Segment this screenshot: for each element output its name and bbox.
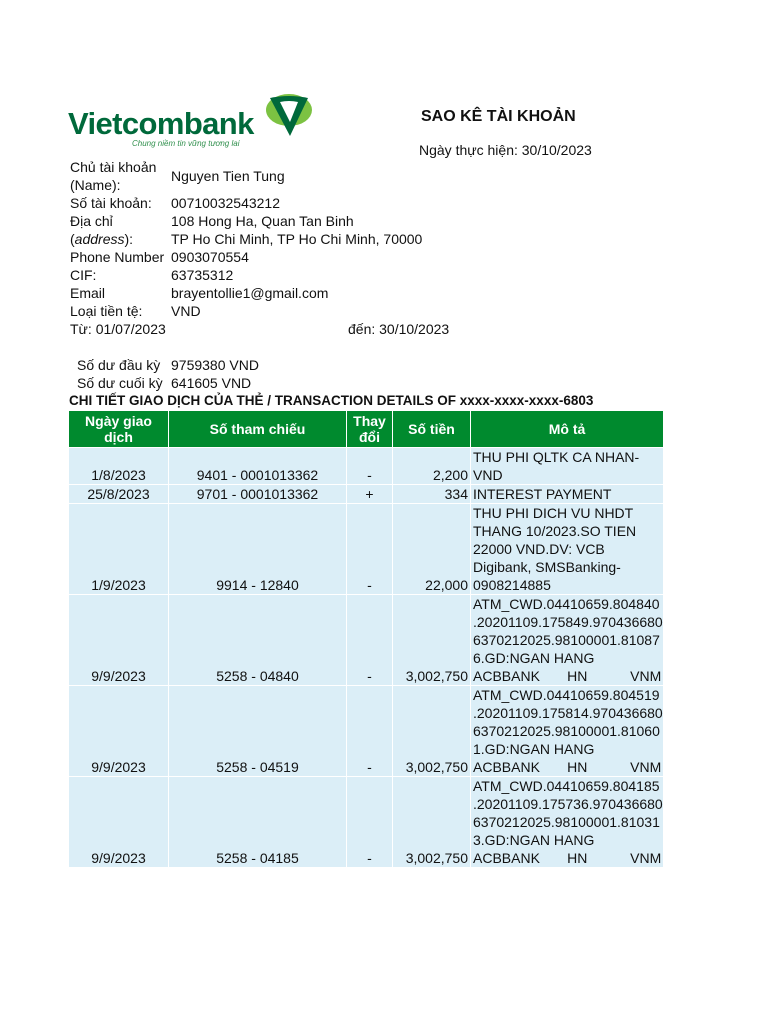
address-value-line1: 108 Hong Ha, Quan Tan Binh (171, 213, 354, 229)
transaction-section-title: CHI TIẾT GIAO DỊCH CỦA THẺ / TRANSACTION DETAILS OF xxxx-xxxx-xxxx-6803 (69, 393, 594, 408)
description-line: 0908214885 (473, 577, 551, 593)
description-line: THANG 10/2023.SO TIEN (473, 523, 637, 539)
column-header-amount: Số tiền (393, 411, 471, 448)
cell-change: + (347, 485, 393, 504)
cell-amount: 334 (393, 485, 471, 504)
description-line: .20201109.175814.970436680 (473, 705, 663, 721)
cell-description (471, 777, 664, 868)
cell-change: - (347, 504, 393, 595)
description-line: ATM_CWD.04410659.804519 (473, 687, 660, 703)
cell-description (471, 686, 664, 777)
column-header-change: Thay đổi (347, 411, 393, 448)
closing-balance-label: Số dư cuối kỳ (77, 375, 163, 391)
account-number-label: Số tài khoản: (70, 195, 152, 211)
cell-date: 25/8/2023 (69, 485, 169, 504)
cell-amount: 3,002,750 (393, 777, 471, 868)
cell-date: 9/9/2023 (69, 595, 169, 686)
holder-label-line1: Chủ tài khoản (70, 159, 157, 175)
bank-tagline: Chung niềm tin vững tương lai (132, 139, 240, 148)
description-line: 22000 VND.DV: VCB (473, 541, 605, 557)
address-label-line1: Địa chỉ (70, 213, 113, 229)
cell-change: - (347, 448, 393, 485)
cell-amount: 22,000 (393, 504, 471, 595)
description-line: THU PHI DICH VU NHDT (473, 505, 634, 521)
cif-label: CIF: (70, 267, 97, 283)
address-label-line2: (address): (70, 231, 134, 247)
description-line: ACBBANK HN VNM (473, 668, 662, 684)
cell-change: - (347, 777, 393, 868)
description-line: Digibank, SMSBanking- (473, 559, 621, 575)
cell-reference: 5258 - 04519 (169, 686, 347, 777)
description-line: 3.GD:NGAN HANG (473, 832, 595, 848)
currency-value: VND (171, 303, 201, 319)
address-value-line2: TP Ho Chi Minh, TP Ho Chi Minh, 70000 (171, 231, 423, 247)
opening-balance-label: Số dư đầu kỳ (77, 357, 161, 373)
cell-date: 9/9/2023 (69, 777, 169, 868)
statement-date: Ngày thực hiện: 30/10/2023 (419, 142, 592, 158)
currency-label: Loại tiền tệ: (70, 303, 143, 319)
vietcombank-v-icon (264, 92, 314, 140)
description-line: 1.GD:NGAN HANG (473, 741, 595, 757)
cell-amount: 3,002,750 (393, 595, 471, 686)
cell-description (471, 504, 664, 595)
phone-label: Phone Number (70, 249, 165, 265)
cell-reference: 9401 - 0001013362 (169, 448, 347, 485)
table-row (69, 485, 664, 504)
column-header-date: Ngày giao dịch (69, 411, 169, 448)
cell-description (471, 485, 664, 504)
cell-reference: 5258 - 04185 (169, 777, 347, 868)
cell-reference: 9701 - 0001013362 (169, 485, 347, 504)
description-line: 6370212025.98100001.81060 (473, 723, 660, 739)
description-line: 6370212025.98100001.81087 (473, 632, 660, 648)
statement-title: SAO KÊ TÀI KHOẢN (421, 108, 576, 125)
description-line: 6370212025.98100001.81031 (473, 814, 660, 830)
cell-change: - (347, 686, 393, 777)
description-line: ACBBANK HN VNM (473, 850, 662, 866)
cell-description (471, 448, 664, 485)
description-line: ACBBANK HN VNM (473, 759, 662, 775)
description-line: .20201109.175736.970436680 (473, 796, 663, 812)
table-row (69, 448, 664, 485)
cell-date: 1/8/2023 (69, 448, 169, 485)
period-from: Từ: 01/07/2023 (70, 321, 166, 337)
transaction-rows (69, 448, 664, 868)
column-header-description: Mô tả (471, 411, 664, 448)
period-to: đến: 30/10/2023 (348, 321, 450, 337)
cif-value: 63735312 (171, 267, 234, 283)
opening-balance-value: 9759380 VND (171, 357, 259, 373)
description-line: THU PHI QLTK CA NHAN- (473, 449, 640, 465)
cell-date: 1/9/2023 (69, 504, 169, 595)
cell-reference: 5258 - 04840 (169, 595, 347, 686)
cell-amount: 2,200 (393, 448, 471, 485)
cell-change: - (347, 595, 393, 686)
table-row (69, 686, 664, 777)
bank-logo-wordmark: Vietcombank (68, 106, 254, 141)
email-label: Email (70, 285, 106, 301)
holder-value: Nguyen Tien Tung (171, 168, 285, 184)
table-header-row (69, 411, 664, 448)
description-line: INTEREST PAYMENT (473, 486, 612, 502)
holder-label-line2: (Name): (70, 177, 121, 193)
bank-logo (68, 92, 318, 152)
account-number-value: 00710032543212 (171, 195, 281, 211)
column-header-reference: Số tham chiếu (169, 411, 347, 448)
closing-balance-value: 641605 VND (171, 375, 252, 391)
cell-reference: 9914 - 12840 (169, 504, 347, 595)
phone-value: 0903070554 (171, 249, 249, 265)
email-value: brayentollie1@gmail.com (171, 285, 329, 301)
cell-description (471, 595, 664, 686)
description-line: 6.GD:NGAN HANG (473, 650, 595, 666)
cell-amount: 3,002,750 (393, 686, 471, 777)
description-line: .20201109.175849.970436680 (473, 614, 663, 630)
description-line: ATM_CWD.04410659.804185 (473, 778, 660, 794)
transaction-table (68, 410, 664, 868)
table-row (69, 595, 664, 686)
table-row (69, 504, 664, 595)
cell-date: 9/9/2023 (69, 686, 169, 777)
table-row (69, 777, 664, 868)
description-line: ATM_CWD.04410659.804840 (473, 596, 660, 612)
description-line: VND (473, 467, 503, 483)
